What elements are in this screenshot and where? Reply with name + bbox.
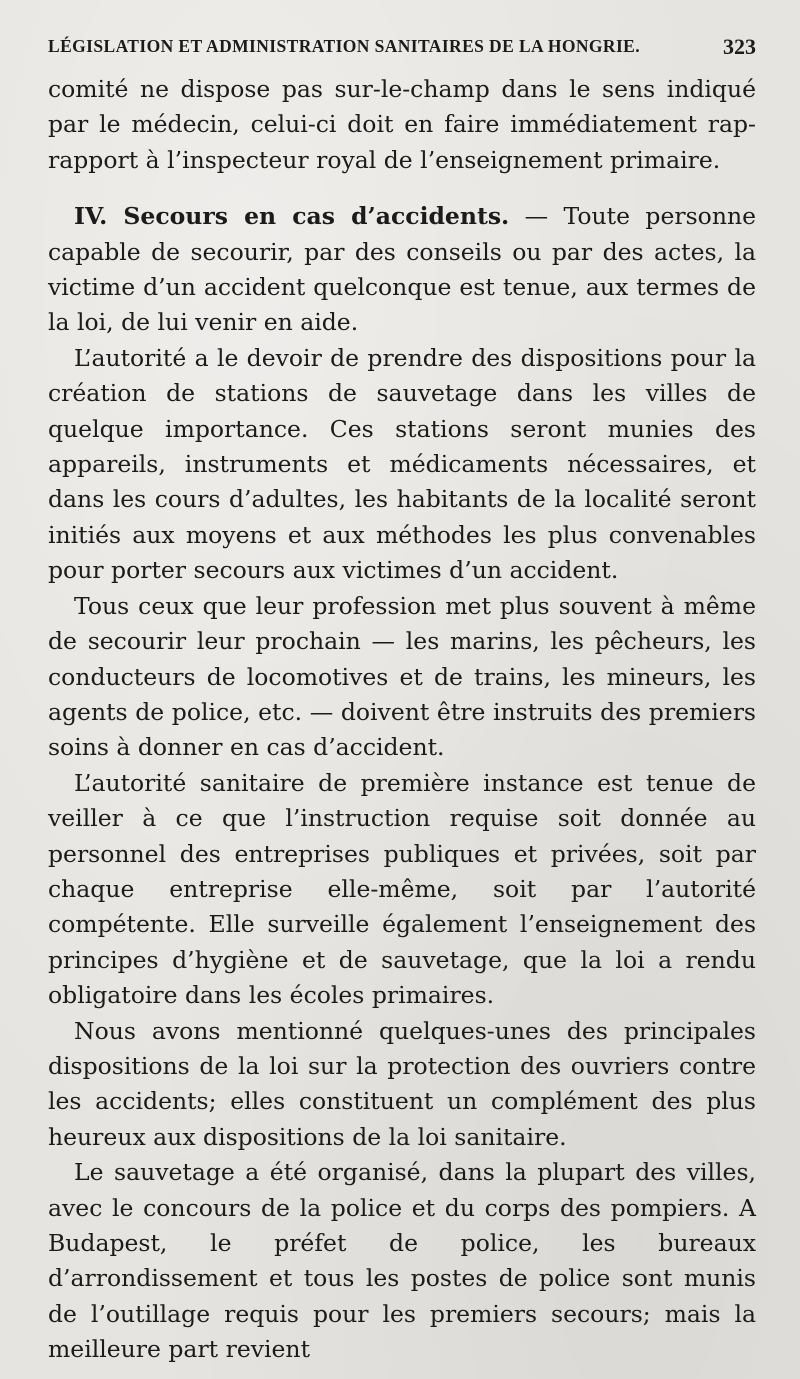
running-header [48, 36, 756, 64]
paragraph-text: L’autorité a le devoir de prendre des dispositions pour la création de stations de sauvetage dans les villes de quelque importance. Ces stations seront munies des appareils, instruments et médicaments nécessaires, et dans les cours d’adultes, les habitants de la localité seront initiés aux moyens et aux méthodes les plus convenables pour porter secours aux victimes d’un accident. [48, 343, 756, 585]
paragraph-text: L’autorité sanitaire de première instance est tenue de veiller à ce que l’instruction requise soit donnée au personnel des entreprises publiques et privées, soit par chaque entreprise elle-même, soit par l’autorité compétente. Elle surveille également l’enseignement des principes d’hygiène et de sauvetage, que la loi a rendu obligatoire dans les écoles primaires. [48, 768, 756, 1010]
paragraph-text: Le sauvetage a été organisé, dans la plupart des villes, avec le concours de la police et du corps des pompiers. A Budapest, le préfet de police, les bureaux d’arrondissement et tous les postes de police sont munis de l’outillage requis pour les premiers secours; mais la meilleure part revient [48, 1158, 756, 1364]
paragraph [48, 341, 756, 589]
running-title: LÉGISLATION ET ADMINISTRATION SANITAIRES DE LA HONGRIE. [48, 36, 641, 56]
page-number: 323 [723, 34, 756, 59]
paragraph-section-heading [48, 199, 756, 341]
paragraph [48, 589, 756, 766]
body-text [48, 72, 756, 1368]
paragraph-continued [48, 72, 756, 178]
paragraph-text: comité ne dispose pas sur-le-champ dans le sens indiqué par le médecin, celui-ci doit en faire immédiatement rap-rapport à l’inspecteur royal de l’enseignement primaire. [48, 75, 756, 174]
paragraph-text: Nous avons mentionné quelques-unes des principales dispositions de la loi sur la protection des ouvriers contre les accidents; elles constituent un complément des plus heureux aux dispositions de la loi sanitaire. [48, 1016, 756, 1151]
paragraph [48, 766, 756, 1014]
paragraph-text: — Toute personne capable de secourir, par des conseils ou par des actes, la victime d’un accident quelconque est tenue, aux termes de la loi, de lui venir en aide. [48, 202, 756, 337]
paragraph [48, 1014, 756, 1156]
section-heading: IV. Secours en cas d’accidents. [74, 202, 510, 231]
paragraph-text: Tous ceux que leur profession met plus souvent à même de secourir leur prochain — les marins, les pêcheurs, les conducteurs de locomotives et de trains, les mineurs, les agents de police, etc. — doivent être instruits des premiers soins à donner en cas d’accident. [48, 591, 756, 762]
paragraph [48, 1155, 756, 1367]
